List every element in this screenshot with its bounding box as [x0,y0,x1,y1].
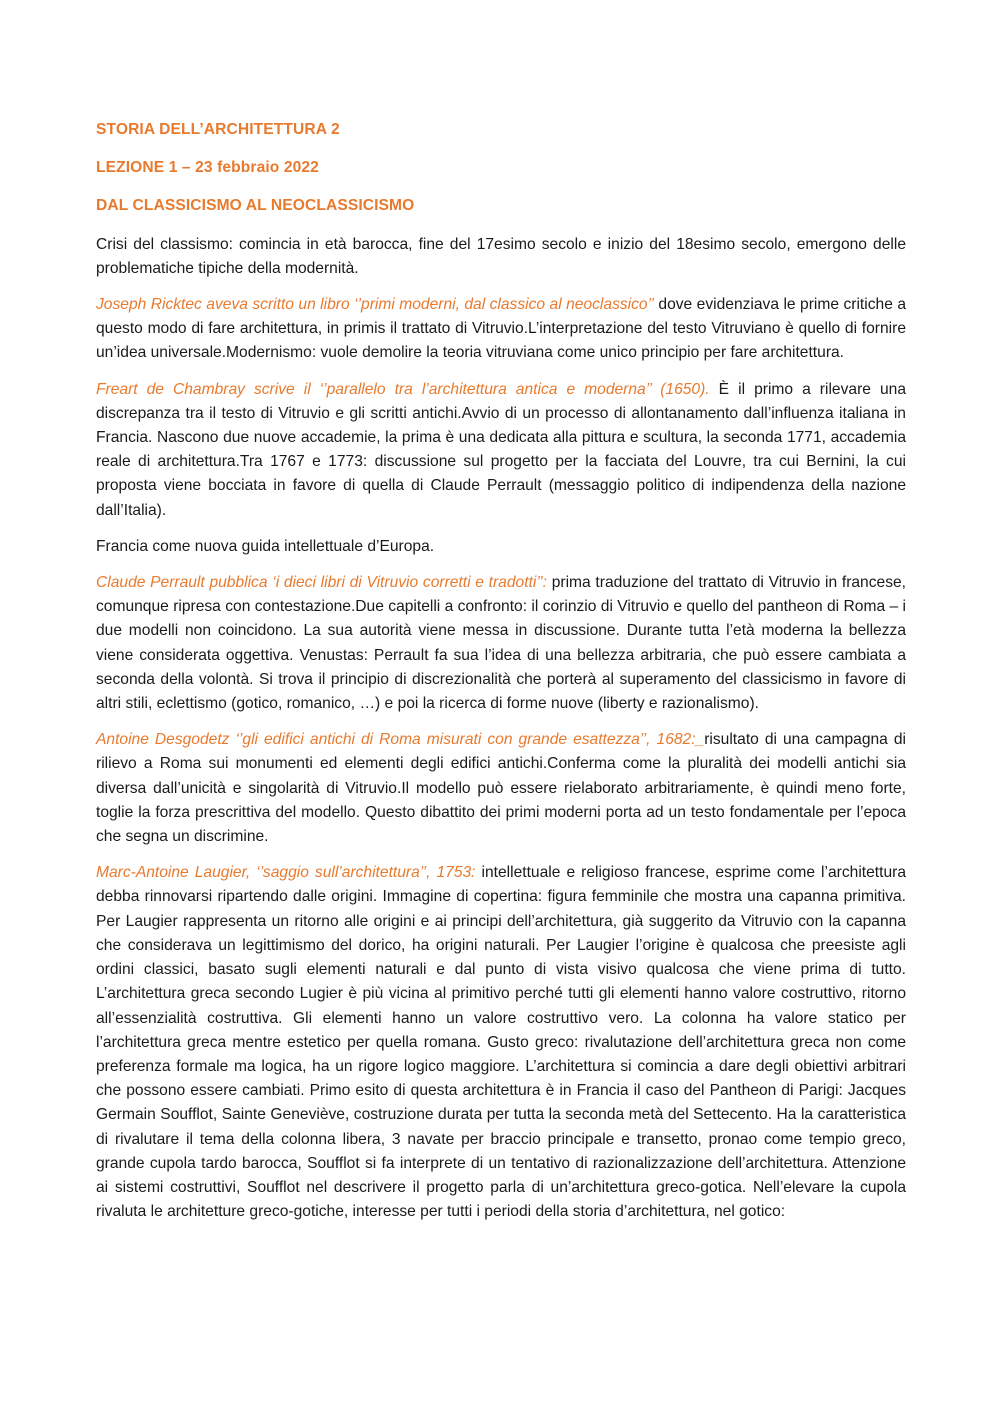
lesson-title: LEZIONE 1 – 23 febbraio 2022 [96,159,319,177]
paragraph-lead: Freart de Chambray scrive il ‘’parallelo tra l’architettura antica e moderna’’ (1650). [96,380,710,398]
paragraph-perrault [96,571,906,716]
paragraph-text: dove evidenziava le prime critiche a questo modo di fare architettura, in primis il trattato di Vitruvio.L’interpretazione del testo Vitruviano è quello di fornire un’idea universale.Modernismo: vuole demolire la teoria vitruviana come unico principio per fare architettura. [96,296,906,362]
paragraph-ricktec [96,293,906,366]
paragraph-text: risultato di una campagna di rilievo a Roma sui monumenti ed elementi degli edifici antichi.Conferma come la pluralità dei modelli antichi sia diversa dall’unicità e singolarità di Vitruvio.Il modello può essere rielaborato arbitrariamente, è quindi meno forte, toglie la forza prescrittiva del modello. Questo dibattito dei primi moderni porta ad un testo fondamentale per l’epoca che segna un discrimine. [96,731,906,846]
paragraph-text: Crisi del classismo: comincia in età barocca, fine del 17esimo secolo e inizio del 18esimo secolo, emergono delle problematiche tipiche della modernità. [96,235,906,277]
section-title: DAL CLASSICISMO AL NEOCLASSICISMO [96,197,415,215]
paragraph-lead: Claude Perrault pubblica ‘i dieci libri di Vitruvio corretti e tradotti’’: [96,574,548,592]
paragraph-text: È il primo a rilevare una discrepanza tra il testo di Vitruvio e gli scritti antichi.Avvio di un processo di allontanamento dall’influenza italiana in Francia. Nascono due nuove accademie, la prima è una dedicata alla pittura e scultura, la seconda 1771, accademia reale di architettura.Tra 1767 e 1773: discussione sul progetto per la facciata del Louvre, tra cui Bernini, la cui proposta viene bocciata in favore di quella di Claude Perrault (messaggio politico di indipendenza della nazione dall’Italia). [96,380,906,519]
paragraph-chambray [96,378,906,523]
paragraph-text: Francia come nuova guida intellettuale d’Europa. [96,537,435,555]
course-title: STORIA DELL’ARCHITETTURA 2 [96,121,340,138]
paragraph-lead: Antoine Desgodetz ‘’gli edifici antichi di Roma misurati con grande esattezza’’, 1682:_ [96,731,705,749]
document-page [96,118,906,1236]
paragraph-laugier [96,861,906,1224]
paragraph-text: prima traduzione del trattato di Vitruvio in francese, comunque ripresa con contestazione.Due capitelli a confronto: il corinzio di Vitruvio e quello del pantheon di Roma – i due modelli non coincidono. La sua autorità viene messa in discussione. Durante tutta l’età moderna la bellezza viene considerata oggettiva. Venustas: Perrault fa sua l’idea di una bellezza arbitraria, che può essere cambiata a seconda della volontà. Si trova il principio di discrezionalità che porterà al superamento del classicismo in favore di altri stili, eclettismo (gotico, romanico, …) e poi la ricerca di forme nuove (liberty e razionalismo). [96,574,906,713]
paragraph-lead: Joseph Ricktec aveva scritto un libro ‘’primi moderni, dal classico al neoclassico’’ [96,296,654,314]
paragraph-text: intellettuale e religioso francese, esprime come l’architettura debba rinnovarsi ripartendo dalle origini. Immagine di copertina: figura femminile che mostra una capanna primitiva. Per Laugier rappresenta un ritorno alle origini e ai principi dell’architettura, già suggerito da Vitruvio con la capanna che considerava un legittimismo del dorico, ha origini naturali. Per Laugier l’origine è qualcosa che preesiste agli ordini classici, basato sugli elementi naturali e dal punto di vista visivo qualcosa che viene prima di tutto. L’architettura greca secondo Lugier è più vicina al primitivo perché tutti gli elementi hanno valore costruttivo, ritorno all’essenzialità costruttiva. Gli elementi hanno un valore costruttivo vero. La colonna ha valore statico per l’architettura greca mentre estetico per quella romana. Gusto greco: rivalutazione dell’architettura greca non come preferenza formale ma logica, ha un rigore logico maggiore. L’architettura si comincia a dare degli obiettivi arbitrari che possono essere cambiati. Primo esito di questa architettura è in Francia il caso del Pantheon di Parigi: Jacques Germain Soufflot, Sainte Geneviève, costruzione durata per tutta la seconda metà del Settecento. Ha la caratteristica di rivalutare il tema della colonna libera, 3 navate per braccio principale e transetto, pronao come tempio greco, grande cupola tardo barocca, Soufflot si fa interprete di un tentativo di razionalizzazione dell’architettura. Attenzione ai sistemi costruttivi, Soufflot nel descrivere il progetto parla di un’architettura greco-gotica. Nell’elevare la cupola rivaluta le architetture greco-gotiche, interesse per tutti i periodi della storia d’architettura, nel gotico: [96,864,906,1221]
paragraph-lead: Marc-Antoine Laugier, ‘’saggio sull’architettura’’, 1753: [96,864,476,882]
paragraph-desgodetz [96,728,906,849]
paragraph-francia [96,535,906,559]
paragraph-crisi-classismo [96,233,906,281]
